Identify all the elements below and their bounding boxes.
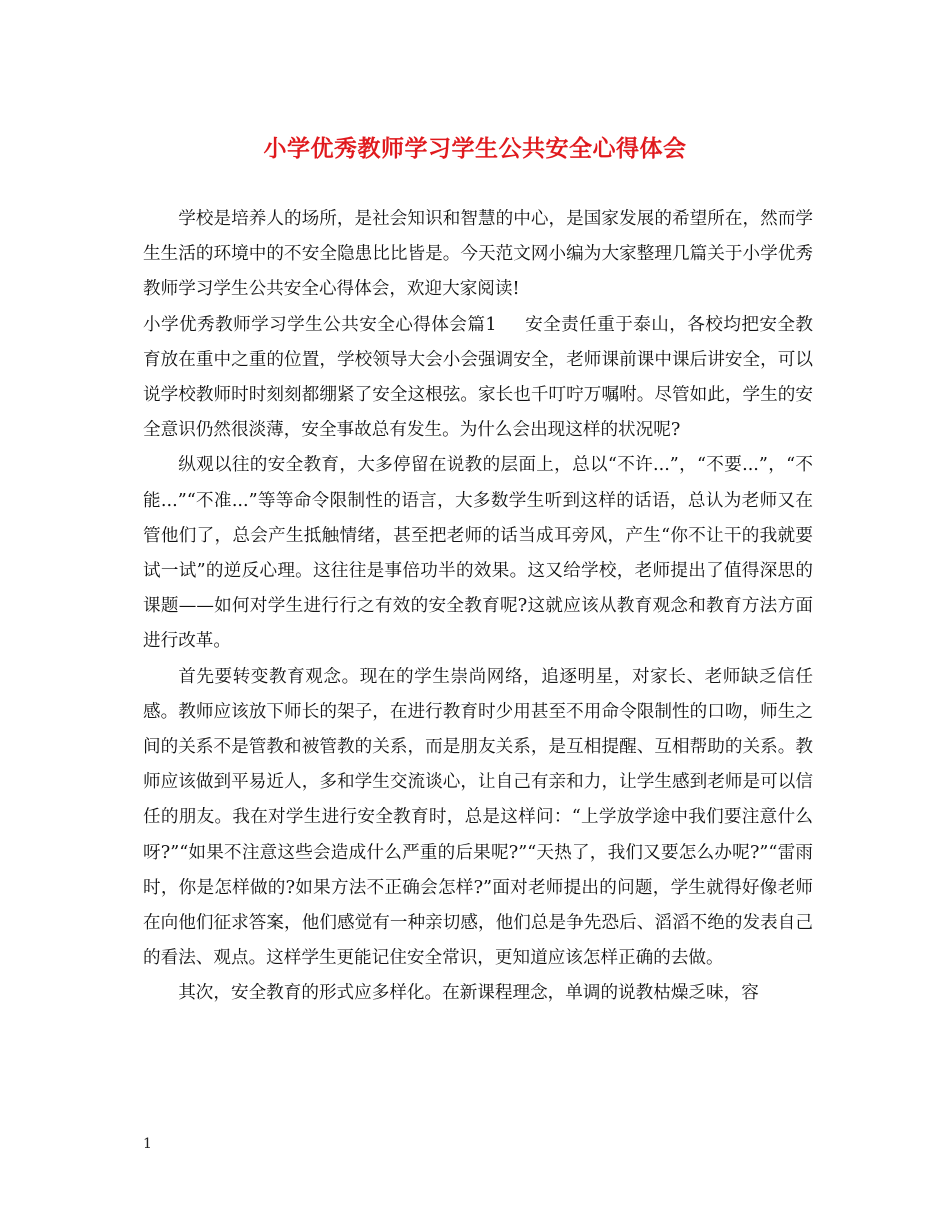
body-paragraph-3: 首先要转变教育观念。现在的学生崇尚网络，追逐明星，对家长、老师缺乏信任感。教师应该放下师长的架子，在进行教育时少用甚至不用命令限制性的口吻，师生之间的关系不是管教和被管教的关系，而是朋友关系，是互相提醒、互相帮助的关系。教师应该做到平易近人，多和学生交流谈心，让自己有亲和力，让学生感到老师是可以信任的朋友。我在对学生进行安全教育时，总是这样问：“上学放学途中我们要注意什么呀?”“如果不注意这些会造成什么严重的后果呢?”“天热了，我们又要怎么办呢?”“雷雨时，你是怎样做的?如果方法不正确会怎样?”面对老师提出的问题，学生就得好像老师在向他们征求答案，他们感觉有一种亲切感，他们总是争先恐后、滔滔不绝的发表自己的看法、观点。这样学生更能记住安全常识，更知道应该怎样正确的去做。 (143, 666, 813, 969)
intro-paragraph: 学校是培养人的场所，是社会知识和智慧的中心，是国家发展的希望所在，然而学生生活的环境中的不安全隐患比比皆是。今天范文网小编为大家整理几篇关于小学优秀教师学习学生公共安全心得体会，欢迎大家阅读! (143, 209, 813, 300)
document-title: 小学优秀教师学习学生公共安全心得体会 (263, 135, 687, 162)
section-heading: 小学优秀教师学习学生公共安全心得体会篇1 (143, 314, 497, 335)
page-number: 1 (143, 1136, 152, 1152)
section-paragraph (143, 308, 813, 449)
document-body (143, 202, 813, 1012)
body-paragraph-2: 纵观以往的安全教育，大多停留在说教的层面上，总以“不许...”，“不要...”，“不能...”“不准...”等等命令限制性的语言，大多数学生听到这样的话语，总认为老师又在管他们了，总会产生抵触情绪，甚至把老师的话当成耳旁风，产生“你不让干的我就要试一试”的逆反心理。这往往是事倍功半的效果。这又给学校，老师提出了值得深思的课题——如何对学生进行行之有效的安全教育呢?这就应该从教育观念和教育方法方面进行改革。 (143, 455, 813, 652)
section-paragraph-text: 安全责任重于泰山，各校均把安全教育放在重中之重的位置，学校领导大会小会强调安全，老师课前课中课后讲安全，可以说学校教师时时刻刻都绷紧了安全这根弦。家长也千叮咛万嘱咐。尽管如此，学生的安全意识仍然很淡薄，安全事故总有发生。为什么会出现这样的状况呢? (143, 314, 813, 441)
body-paragraph-4: 其次，安全教育的形式应多样化。在新课程理念，单调的说教枯燥乏味，容 (178, 983, 759, 1004)
